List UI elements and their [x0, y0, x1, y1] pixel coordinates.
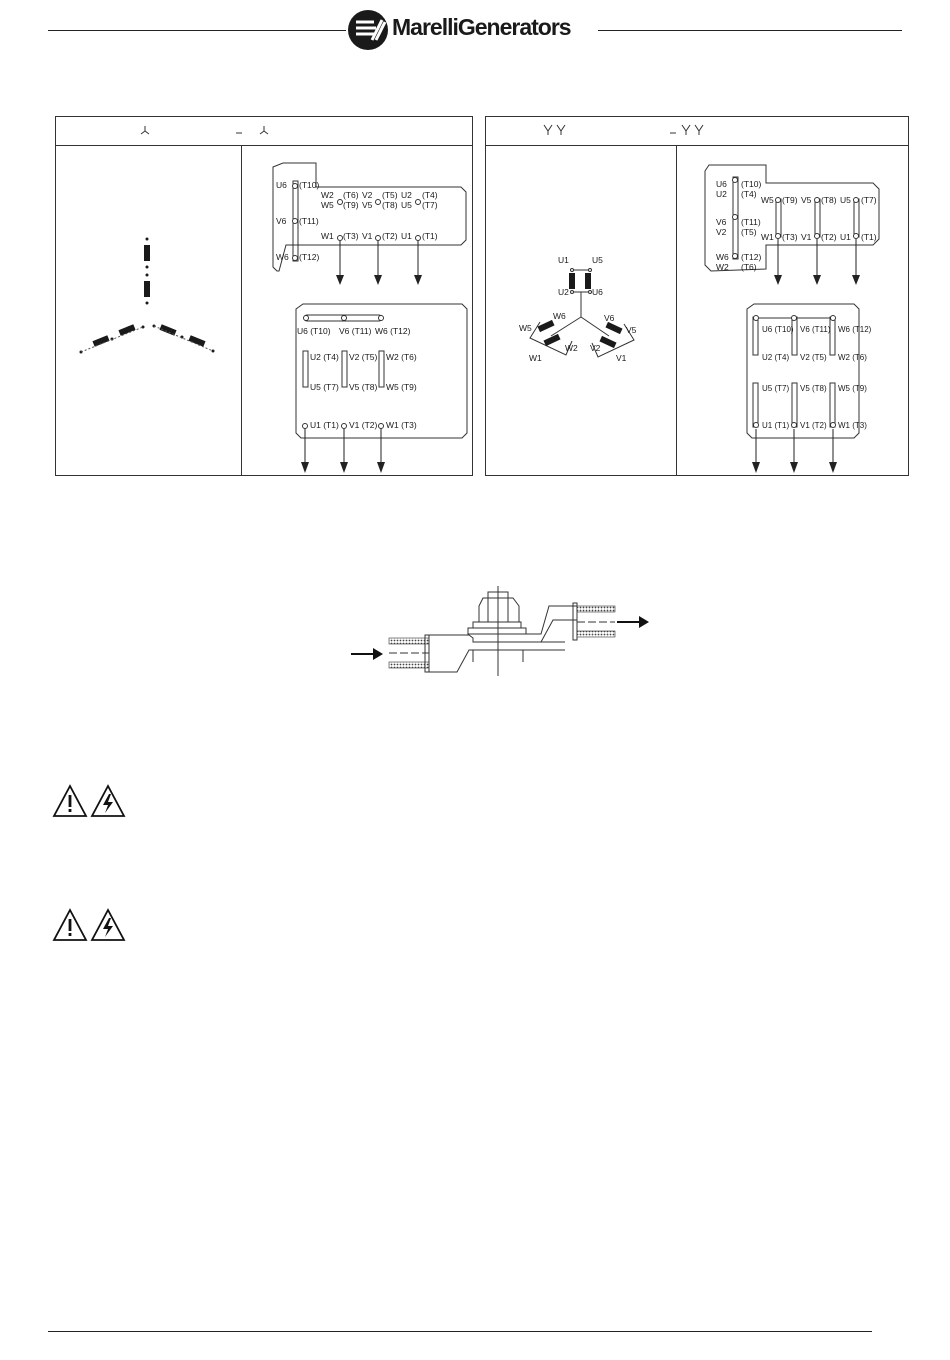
terminal-code: (T9) — [782, 195, 798, 205]
terminal-label: U2 — [401, 190, 412, 200]
terminal-label: W1 — [761, 232, 774, 242]
terminal-code: (T2) — [382, 231, 398, 241]
terminal-code: (T12) — [741, 252, 762, 262]
footer-rule — [48, 1331, 872, 1332]
terminal-label: U1 — [401, 231, 412, 241]
terminal-label: V2 (T5) — [800, 353, 827, 362]
connection-panel-right — [485, 116, 909, 476]
terminal-label: V6 — [604, 313, 615, 323]
terminal-code: (T11) — [299, 216, 319, 226]
terminal-code: (T1) — [861, 232, 877, 242]
terminal-code: (T11) — [741, 217, 761, 227]
terminal-code: (T3) — [782, 232, 798, 242]
terminal-label: W5 — [519, 323, 532, 333]
terminal-label: W6 — [553, 311, 566, 321]
terminal-label: V5 (T8) — [349, 382, 378, 392]
star-winding-diagram — [56, 145, 241, 475]
terminal-label: W2 (T6) — [386, 352, 417, 362]
double-star-symbol-icon — [486, 117, 908, 145]
terminal-label: U1 — [558, 255, 569, 265]
terminal-label: V6 — [716, 217, 727, 227]
terminal-label: W6 (T12) — [375, 326, 411, 336]
terminal-code: (T1) — [422, 231, 438, 241]
terminal-label: U1 (T1) — [310, 420, 339, 430]
terminal-code: (T6) — [741, 262, 757, 272]
terminal-label: W1 (T3) — [838, 421, 867, 430]
marelli-logo-icon — [346, 8, 390, 52]
terminal-label: V2 — [590, 343, 601, 353]
header-rule-right — [598, 30, 902, 31]
connection-panel-left — [55, 116, 473, 476]
terminal-label: V1 (T2) — [349, 420, 378, 430]
terminal-label: U5 — [401, 200, 412, 210]
terminal-block-top-left — [241, 145, 472, 475]
terminal-label: W5 (T9) — [838, 384, 867, 393]
terminal-code: (T9) — [343, 200, 359, 210]
terminal-code: (T8) — [821, 195, 837, 205]
terminal-label: W5 (T9) — [386, 382, 417, 392]
terminal-label: U5 (T7) — [762, 384, 790, 393]
terminal-label: U6 — [276, 180, 287, 190]
terminal-label: W6 (T12) — [838, 325, 872, 334]
terminal-label: U5 — [840, 195, 851, 205]
terminal-code: (T7) — [422, 200, 438, 210]
terminal-label: U2 — [716, 189, 727, 199]
terminal-code: (T8) — [382, 200, 398, 210]
terminal-label: V6 (T11) — [800, 325, 831, 334]
electric-shock-icon — [90, 784, 126, 818]
terminal-label: W1 — [321, 231, 334, 241]
terminal-label: W1 (T3) — [386, 420, 417, 430]
terminal-code: (T12) — [299, 252, 320, 262]
terminal-label: W2 — [565, 343, 578, 353]
terminal-label: U6 (T10) — [762, 325, 794, 334]
panel-header-right — [486, 117, 908, 146]
electric-shock-icon — [90, 908, 126, 942]
terminal-label: W6 — [716, 252, 729, 262]
terminal-label: W1 — [529, 353, 542, 363]
terminal-label: V5 — [626, 325, 637, 335]
panel-header-left — [56, 117, 472, 146]
star-symbol-icon — [56, 117, 472, 145]
terminal-label: V2 — [716, 227, 727, 237]
terminal-label: U6 — [716, 179, 727, 189]
terminal-code: (T5) — [741, 227, 757, 237]
terminal-label: V5 (T8) — [800, 384, 827, 393]
terminal-label: U2 (T4) — [762, 353, 790, 362]
terminal-code: (T10) — [741, 179, 762, 189]
terminal-label: W5 — [761, 195, 774, 205]
terminal-label: V1 — [616, 353, 627, 363]
terminal-code: (T7) — [861, 195, 877, 205]
terminal-label: W6 — [276, 252, 289, 262]
terminal-label: W2 (T6) — [838, 353, 867, 362]
terminal-label: V1 — [362, 231, 373, 241]
cable-lug-connection-drawing — [345, 582, 665, 678]
terminal-code: (T10) — [299, 180, 320, 190]
double-star-winding-diagram — [486, 145, 676, 475]
terminal-label: W5 — [321, 200, 334, 210]
terminal-label: U1 — [840, 232, 851, 242]
terminal-label: V5 — [801, 195, 812, 205]
terminal-label: U2 — [558, 287, 569, 297]
terminal-code: (T4) — [741, 189, 757, 199]
terminal-label: U1 (T1) — [762, 421, 790, 430]
warning-triangle-icon — [52, 908, 88, 942]
terminal-code: (T5) — [382, 190, 398, 200]
terminal-label: V1 — [801, 232, 812, 242]
terminal-label: W2 — [716, 262, 729, 272]
terminal-code: (T6) — [343, 190, 359, 200]
terminal-label: V6 (T11) — [339, 326, 372, 336]
terminal-label: U5 (T7) — [310, 382, 339, 392]
terminal-label: U6 (T10) — [297, 326, 331, 336]
terminal-label: V2 — [362, 190, 373, 200]
brand-name: MarelliGenerators — [392, 14, 571, 40]
warning-triangle-icon — [52, 784, 88, 818]
terminal-code: (T3) — [343, 231, 359, 241]
terminal-label: V5 — [362, 200, 373, 210]
terminal-label: V1 (T2) — [800, 421, 827, 430]
terminal-label: W2 — [321, 190, 334, 200]
terminal-label: U5 — [592, 255, 603, 265]
header-rule-left — [48, 30, 346, 31]
terminal-block-top-right — [676, 145, 908, 475]
terminal-label: U6 — [592, 287, 603, 297]
terminal-label: V6 — [276, 216, 287, 226]
terminal-code: (T4) — [422, 190, 438, 200]
terminal-label: U2 (T4) — [310, 352, 339, 362]
terminal-code: (T2) — [821, 232, 837, 242]
terminal-label: V2 (T5) — [349, 352, 378, 362]
